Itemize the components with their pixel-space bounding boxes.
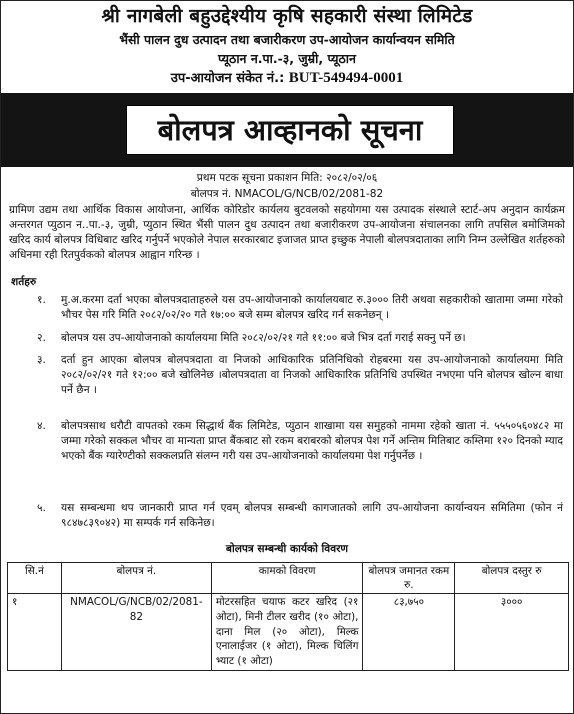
column-header-fee: बोलपत्र दस्तुर रु — [455, 563, 569, 594]
term-item — [37, 331, 563, 346]
term-text: बोलपत्र यस उप-आयोजनाको कार्यालयमा मिति २०८२/०२/२१ गते ११:०० बजे भित्र दर्ता गराई सक्नु पर्ने छ। — [61, 332, 466, 344]
term-text: दर्ता हुन आएका बोलपत्र बोलपत्रदाता वा निजको आधिकारिक प्रतिनिधिको रोहबरमा यस उप-आयोजनाको कार्यालयमा मिति २०८२/०२/२१ गते १२:०० बजे खोलिनेछ ।बोलपत्रदाता वा निजको आधिकारिक प्रतिनिधि उपस्थित नभएमा पनि बोलपत्र खोल्न बाधा पर्ने छैन । — [61, 354, 563, 397]
committee-name: भैंसी पालन दुध उत्पादन तथा बजारीकरण उप-आयोजन कार्यान्वयन समिति — [119, 32, 455, 47]
term-number: २. — [37, 332, 46, 344]
table-header-row — [8, 563, 569, 594]
intro-paragraph: ग्रामिण उद्यम तथा आर्थिक विकास आयोजना, आर्थिक कोरिडोर कार्यलय बुटवलको सहयोगमा यस उत्पादक संस्थाले स्टार्ट-अप अनुदान कार्यक्रम अन्तरगत प्युठान न..पा.-३, जुम्री, प्युठान स्थित भैंसी पालन दुध उत्पादन तथा बजारीकरण उप-आयोजना संचालनका लागि तपसिल बमोजिमको खरिद कार्य बोलपत्र विधिबाट खरिद गर्नुपर्ने भएकोले नेपाल सरकारबाट इजाजत प्राप्त इच्छुक नेपाली बोलपत्रदाताका लागि निम्न उल्लेखित शर्तहरुको अधिनमा रही रितपुर्वकको बोलपत्र आह्वान गरिन्छ । — [9, 204, 565, 262]
table-row — [8, 594, 569, 671]
address: प्यूठान न.पा.-३, जुम्री, प्यूठान — [218, 51, 356, 66]
table-caption: बोलपत्र सम्बन्धी कार्यको विवरण — [225, 543, 349, 555]
term-text: यस सम्बन्धमा थप जानकारी प्राप्त गर्न एवम् बोलपत्र सम्बन्धी कागजातको लागि उप-आयोजना कार्यान्वयन समितिमा (फोन नं ९८४७८३९०४२) मा सम्पर्क गर्न सकिनेछ। — [61, 502, 563, 530]
project-code-line — [1, 68, 573, 89]
tender-items-table — [7, 562, 569, 671]
column-header-description: कामको विवरण — [211, 563, 363, 594]
project-code-label: उप-आयोजन संकेत नं.: — [170, 71, 285, 86]
security-cell: ८३,७५० — [363, 594, 455, 671]
tender-no-cell: NMACOL/G/NCB/02/2081-82 — [61, 594, 211, 671]
term-number: १. — [37, 294, 46, 306]
term-text: मु.अ.करमा दर्ता भएका बोलपत्रदाताहरुले यस उप-आयोजनाको कार्यालयबाट रु.३००० तिरी अथवा सहकारीको खातामा जम्मा गरेको भौचर पेस गरि मिति २०८२/०२/२० गते १७:०० बजे सम्म बोलपत्र खरिद गर्न सकनेछन् । — [61, 294, 563, 322]
column-header-tender-no: बोलपत्र नं. — [61, 563, 211, 594]
publish-date: प्रथम पटक सूचना प्रकाशन मिति: २०८२/०२/०६ — [196, 172, 378, 184]
term-item — [37, 501, 563, 531]
terms-heading: शर्तहरु — [11, 276, 37, 288]
organization-name: श्री नागबेली बहुउद्देश्यीय कृषि सहकारी संस्था लिमिटेड — [101, 5, 473, 27]
serial-cell: १ — [8, 594, 62, 671]
column-header-serial: सि.नं — [8, 563, 62, 594]
term-number: ३. — [37, 354, 46, 366]
term-number: ५. — [37, 502, 46, 514]
term-item — [37, 419, 563, 464]
term-number: ४. — [37, 420, 46, 432]
notice-title: बोलपत्र आव्हानको सूचना — [126, 105, 454, 155]
project-code: BUT-549494-0001 — [288, 70, 404, 86]
column-header-security: बोलपत्र जमानत रकम रु. — [363, 563, 455, 594]
tender-number: बोलपत्र नं. NMACOL/G/NCB/02/2081-82 — [190, 188, 384, 200]
fee-cell: ३००० — [455, 594, 569, 671]
term-item — [37, 293, 563, 323]
term-item — [37, 353, 563, 398]
term-text: बोलपत्रसाथ धरौटी वापतको रकम सिद्धार्थ बैंक लिमिटेड, प्युठान शाखामा यस समुहको नाममा रहेको खाता नं. ५५५०५६०४८२ मा जम्मा गरेको सक्कल भौचर वा मान्यता प्राप्त बैंकबाट सो रकम बराबरको बोलपत्र पेश गर्ने अन्तिम मितिबाट कम्तिमा १२० दिनको म्याद भएको बैंक ग्यारेण्टीको सक्कलप्रति संलग्न गरी यस उप-आयोजनाको कार्यालयमा पेश गर्नुपर्नेछ । — [61, 420, 563, 463]
description-cell: मोटरसहित चयाफ कटर खरिद (२१ ओटा), मिनी टीलर खरीद (१० ओटा), दाना मिल (२० ओटा), मिल्क एनालाईजर (१ ओटा), मिल्क चिलिंग भ्याट (१ ओटा) — [211, 594, 363, 671]
